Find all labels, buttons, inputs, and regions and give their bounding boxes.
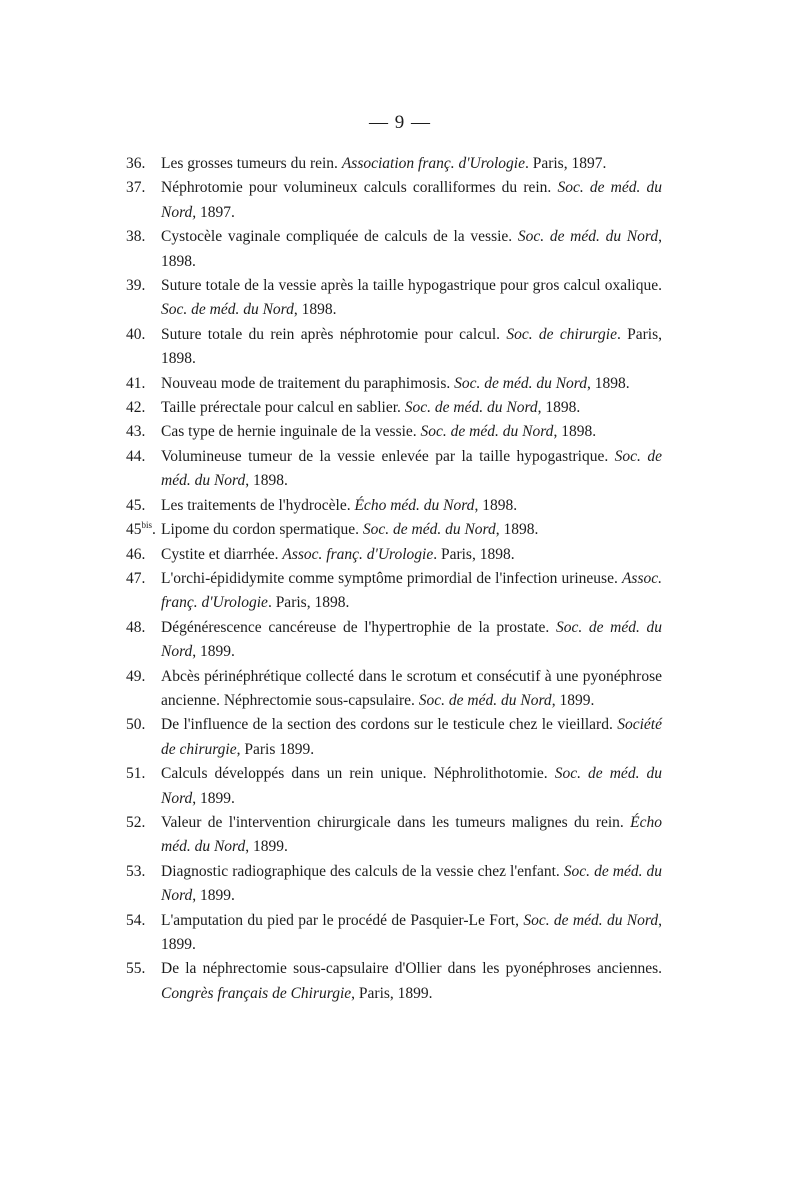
entry-source: Soc. de méd. du Nord xyxy=(420,423,554,441)
entry-title: , 1898. xyxy=(245,472,288,490)
bibliography-entry xyxy=(126,396,662,420)
entry-number xyxy=(126,396,145,420)
entry-source: Soc. de méd. du Nord xyxy=(418,691,552,709)
entry-title: Taille prérectale pour calcul en sablier. xyxy=(161,399,405,417)
bibliography-entry xyxy=(126,372,662,396)
entry-source: Congrès français de Chirurgie xyxy=(161,984,352,1002)
bibliography-entry xyxy=(126,518,662,542)
entry-text xyxy=(161,668,662,709)
entry-source: Soc. de méd. du Nord xyxy=(404,399,538,417)
entry-number xyxy=(126,567,145,591)
entry-source: Soc. de méd. du Nord, xyxy=(161,179,662,221)
entry-source: Assoc. franç. d'Urologie xyxy=(282,545,434,563)
entry-source: Assoc. franç. d'Urologie xyxy=(161,569,662,612)
entry-text xyxy=(161,448,662,489)
entry-text xyxy=(161,521,538,538)
entry-text xyxy=(161,399,580,416)
bibliography-entry xyxy=(126,420,662,444)
entry-title: De l'influence de la section des cordons sur le testicule chez le vieillard. xyxy=(161,716,618,734)
entry-number-value: 39. xyxy=(126,277,146,295)
entry-title: Cystocèle vaginale compliquée de calculs de la vessie. xyxy=(161,228,518,246)
entry-number-suffix: . xyxy=(152,521,156,539)
entry-number xyxy=(126,616,145,640)
entry-text xyxy=(161,863,662,904)
bibliography-entry xyxy=(126,176,662,225)
entry-text xyxy=(161,375,630,392)
entry-number xyxy=(126,957,145,981)
entry-number-value: 36. xyxy=(126,155,146,172)
entry-number-value: 37. xyxy=(126,179,146,197)
entry-number-value: 41. xyxy=(126,374,146,392)
entry-source: Association franç. d'Urologie xyxy=(341,155,525,172)
entry-number xyxy=(126,323,145,347)
entry-title: Volumineuse tumeur de la vessie enlevée par la taille hypogastrique. xyxy=(161,447,615,465)
entry-title: Diagnostic radiographique des calculs de la vessie chez l'enfant. xyxy=(161,862,564,880)
entry-number xyxy=(126,152,145,176)
entry-number xyxy=(126,420,145,444)
entry-number-value: 53. xyxy=(126,862,146,880)
entry-number xyxy=(126,225,145,249)
entry-number xyxy=(126,274,145,298)
entry-title: , 1898. xyxy=(161,228,662,270)
entry-number xyxy=(126,494,145,518)
entry-title: Calculs développés dans un rein unique. Néphrolithotomie. xyxy=(161,765,555,783)
entry-source: Soc. de méd. du Nord xyxy=(523,911,659,929)
entry-title: Dégénérescence cancéreuse de l'hypertrophie de la prostate. xyxy=(161,618,556,636)
entry-number-value: 55. xyxy=(126,960,146,978)
entry-source: Soc. de méd. du Nord xyxy=(517,228,659,246)
entry-number xyxy=(126,811,145,835)
entry-title: L'amputation du pied par le procédé de Pasquier-Le Fort, xyxy=(161,911,524,929)
entry-title: , 1899. xyxy=(192,643,235,661)
bibliography-entry xyxy=(126,811,662,860)
entry-number-value: 43. xyxy=(126,423,146,441)
entry-number xyxy=(126,518,156,542)
entry-number-value: 48. xyxy=(126,618,146,636)
entry-title: , 1898. xyxy=(553,423,597,441)
entry-title: Valeur de l'intervention chirurgicale dans les tumeurs malignes du rein. xyxy=(161,813,631,831)
entry-number-value: 40. xyxy=(126,325,146,343)
entry-title: . Paris, 1898. xyxy=(267,594,350,612)
entry-number-value: 42. xyxy=(126,399,146,417)
entry-title: Les grosses tumeurs du rein. xyxy=(161,155,342,172)
entry-source: Soc. de méd. du Nord xyxy=(362,521,496,539)
bibliography-entry xyxy=(126,494,662,518)
entry-title: De la néphrectomie sous-capsulaire d'Ollier dans les pyonéphroses anciennes. xyxy=(161,960,662,978)
entry-source: Écho méd. du Nord xyxy=(354,496,475,514)
entry-title: , 1899. xyxy=(161,911,662,953)
entry-title: Lipome du cordon spermatique. xyxy=(161,521,363,539)
entry-title: , 1898. xyxy=(474,496,518,514)
entry-source: Soc. de méd. du Nord xyxy=(161,618,662,661)
entry-number xyxy=(126,176,145,200)
entry-source: Soc. de méd. du Nord xyxy=(161,862,662,905)
entry-source: Soc. de méd. du Nord xyxy=(161,447,662,490)
entry-title: , 1899. xyxy=(192,789,235,807)
entry-number xyxy=(126,713,145,737)
entry-number-value: 47. xyxy=(126,569,146,587)
bibliography-entry xyxy=(126,543,662,567)
bibliography-entry xyxy=(126,665,662,714)
entry-title: , 1899. xyxy=(551,691,595,709)
entry-title: . Paris, 1898. xyxy=(433,545,515,563)
bibliography-entry xyxy=(126,567,662,616)
bibliography-entry xyxy=(126,860,662,909)
entry-text xyxy=(161,497,517,514)
entry-number-value: 52. xyxy=(126,813,146,831)
bibliography-entry xyxy=(126,445,662,494)
entry-number xyxy=(126,860,145,884)
entry-number-value: 54. xyxy=(126,911,146,929)
entry-title: Suture totale de la vessie après la taille hypogastrique pour gros calcul oxalique. xyxy=(161,277,662,295)
entry-title: . Paris, 1897. xyxy=(524,155,607,172)
entry-source: Soc. de chirurgie xyxy=(506,325,617,343)
entry-number-value: 46. xyxy=(126,545,146,563)
entry-title: Néphrotomie pour volumineux calculs coralliformes du rein. xyxy=(161,179,558,197)
entry-number xyxy=(126,445,145,469)
bibliography-entry xyxy=(126,323,662,372)
bibliography-entry xyxy=(126,909,662,958)
bibliography-entry xyxy=(126,713,662,762)
bibliography-entry xyxy=(126,225,662,274)
entry-title: , Paris, 1899. xyxy=(351,984,433,1002)
entry-text xyxy=(161,716,662,757)
entry-title: , 1898. xyxy=(293,301,337,319)
bibliography-entry xyxy=(126,616,662,665)
entry-title: Cas type de hernie inguinale de la vessie. xyxy=(161,423,421,441)
entry-title: , 1899. xyxy=(192,887,235,905)
entry-number-value: 38. xyxy=(126,228,146,246)
entry-source: Soc. de méd. du Nord xyxy=(161,301,294,319)
entry-source: Société de chirurgie xyxy=(161,716,662,758)
entry-number xyxy=(126,543,145,567)
entry-number-value: 49. xyxy=(126,667,146,685)
entry-text xyxy=(161,570,662,611)
entry-title: Les traitements de l'hydrocèle. xyxy=(161,496,355,514)
entry-text xyxy=(161,326,662,367)
entry-title: L'orchi-épididymite comme symptôme primordial de l'infection urineuse. xyxy=(161,569,622,587)
entry-number-value: 45. xyxy=(126,496,146,514)
entry-number-value: 44. xyxy=(126,447,146,465)
entry-text xyxy=(161,814,662,855)
entry-title: Abcès périnéphrétique collecté dans le scrotum et consécutif à une pyonéphrose ancienne. Néphrectomie sous-capsulaire. xyxy=(161,667,662,709)
entry-number xyxy=(126,909,145,933)
entry-text xyxy=(161,546,515,563)
entry-text xyxy=(161,179,662,220)
entry-text xyxy=(161,960,662,1001)
entry-source: Écho méd. du Nord xyxy=(161,813,662,856)
entry-title: , 1899. xyxy=(245,838,288,856)
entry-text xyxy=(161,277,662,318)
entry-title: , 1898. xyxy=(495,521,539,539)
entry-title: , Paris 1899. xyxy=(236,740,315,758)
entry-text xyxy=(161,765,662,806)
entry-text xyxy=(161,228,662,269)
entry-text xyxy=(161,912,662,953)
entry-text xyxy=(161,423,596,440)
entry-title: . Paris, 1898. xyxy=(161,325,663,368)
entry-title: Nouveau mode de traitement du paraphimosis. xyxy=(161,374,455,392)
bibliography-entry xyxy=(126,152,662,176)
entry-number xyxy=(126,372,145,396)
entry-title: Cystite et diarrhée. xyxy=(161,545,283,563)
entry-number-superscript: bis xyxy=(141,519,153,530)
entry-text xyxy=(161,619,662,660)
entry-source: Soc. de méd. du Nord xyxy=(161,765,662,807)
entry-number-value: 51. xyxy=(126,765,146,783)
page-number: — 9 — xyxy=(369,112,431,133)
entry-number-value: 45 xyxy=(126,521,142,539)
bibliography-entry xyxy=(126,762,662,811)
bibliography-entry xyxy=(126,957,662,1006)
entry-title: Suture totale du rein après néphrotomie pour calcul. xyxy=(161,325,507,343)
entry-text xyxy=(161,155,606,172)
entry-number xyxy=(126,665,145,689)
entry-number-value: 50. xyxy=(126,716,146,734)
entry-title: , 1898. xyxy=(537,399,581,417)
bibliography-entry xyxy=(126,274,662,323)
entry-title: , 1898. xyxy=(587,374,630,392)
entry-title: 1897. xyxy=(196,203,235,221)
entry-number xyxy=(126,762,145,786)
entry-source: Soc. de méd. du Nord xyxy=(454,374,588,392)
bibliography-list xyxy=(126,152,662,1006)
